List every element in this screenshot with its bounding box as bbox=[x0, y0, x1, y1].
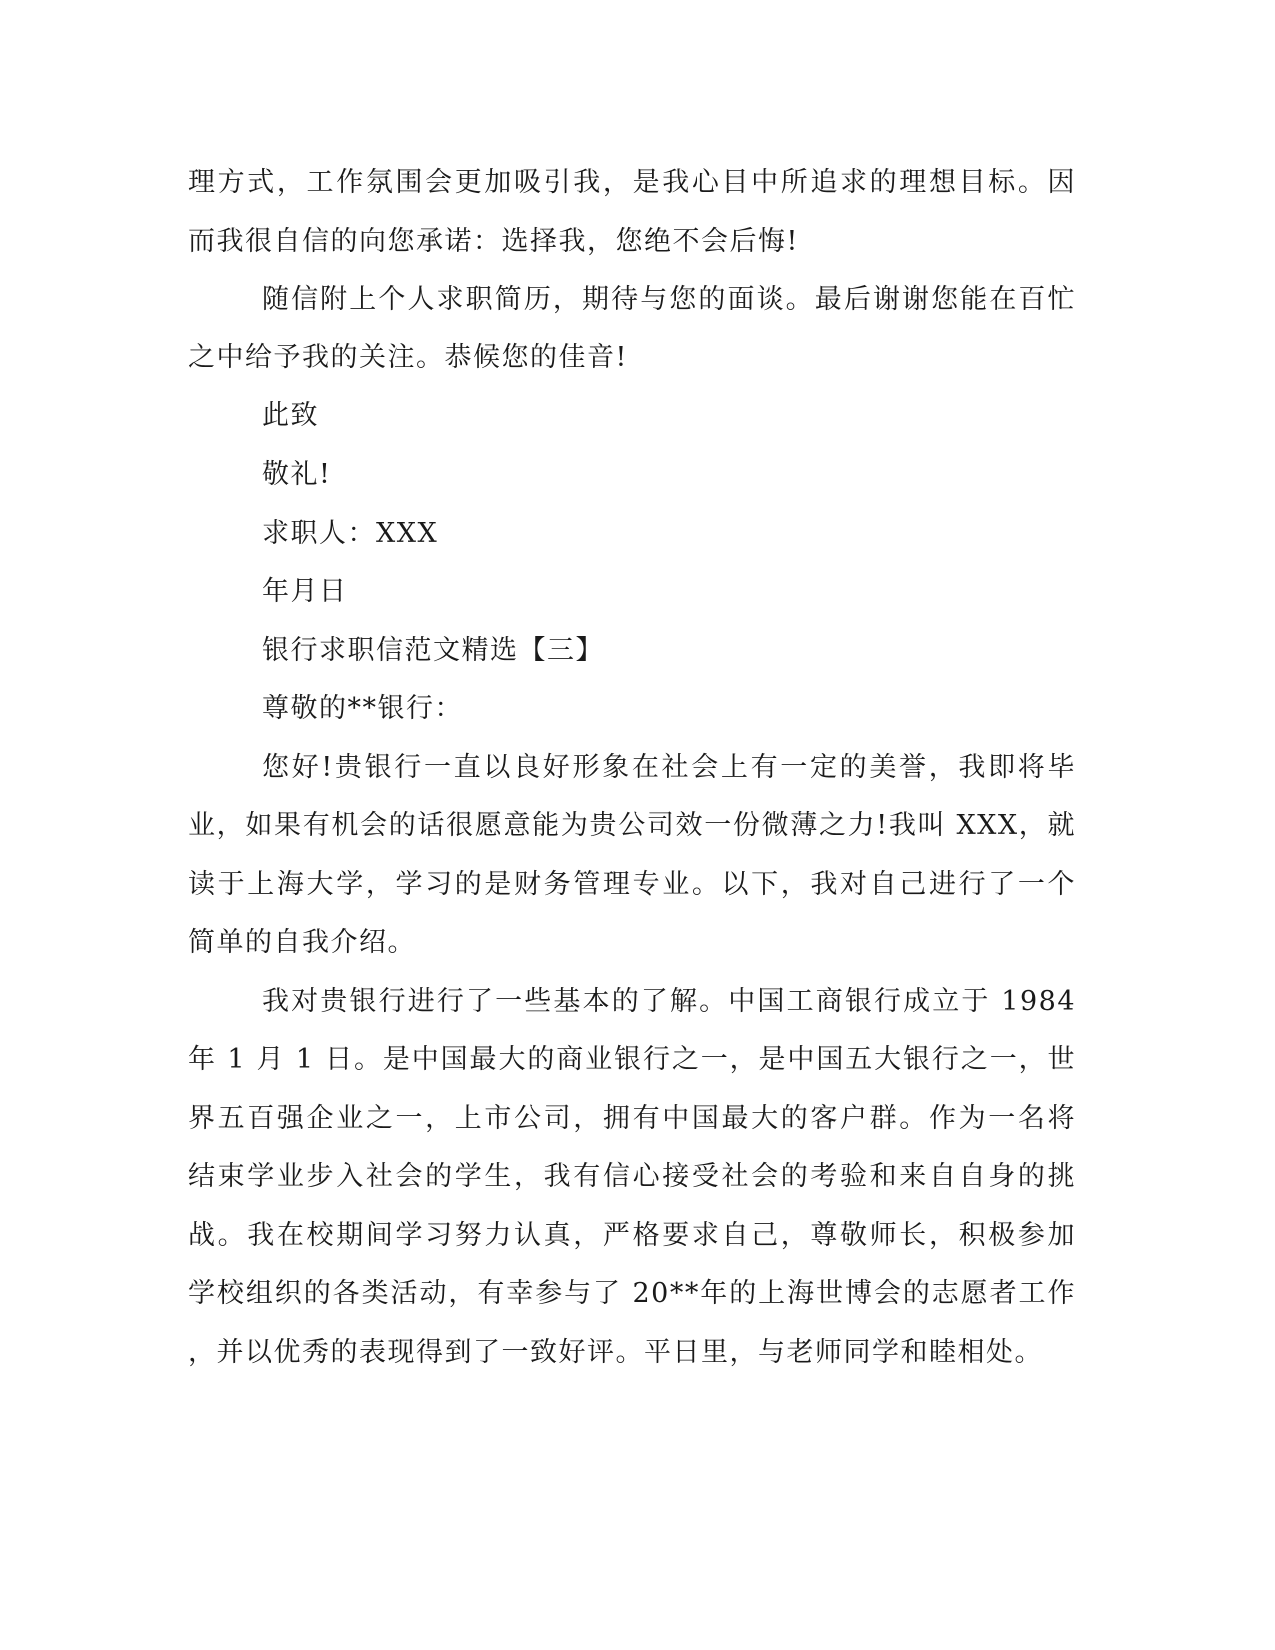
text-line: 而我很自信的向您承诺：选择我，您绝不会后悔! bbox=[188, 226, 799, 257]
text-line: 理方式，工作氛围会更加吸引我，是我心目中所追求的理想目标。因 bbox=[188, 167, 1076, 198]
text-line: 读于上海大学，学习的是财务管理专业。以下，我对自己进行了一个 bbox=[188, 869, 1076, 900]
section-heading: 银行求职信范文精选【三】 bbox=[262, 635, 604, 666]
text-line: ，并以优秀的表现得到了一致好评。平日里，与老师同学和睦相处。 bbox=[188, 1337, 1043, 1368]
text-line: 简单的自我介绍。 bbox=[188, 927, 416, 958]
text-line: 业，如果有机会的话很愿意能为贵公司效一份微薄之力!我叫 XXX，就 bbox=[188, 810, 1076, 841]
date-line: 年月日 bbox=[262, 576, 348, 607]
text-line: 战。我在校期间学习努力认真，严格要求自己，尊敬师长，积极参加 bbox=[188, 1220, 1076, 1251]
closing-regards: 敬礼! bbox=[262, 459, 332, 490]
text-line: 之中给予我的关注。恭候您的佳音! bbox=[188, 342, 628, 373]
text-line: 界五百强企业之一，上市公司，拥有中国最大的客户群。作为一名将 bbox=[188, 1103, 1076, 1134]
greeting: 尊敬的**银行： bbox=[262, 693, 463, 724]
applicant-name: 求职人：XXX bbox=[262, 518, 439, 549]
text-line: 结束学业步入社会的学生，我有信心接受社会的考验和来自自身的挑 bbox=[188, 1161, 1076, 1192]
text-line: 学校组织的各类活动，有幸参与了 20**年的上海世博会的志愿者工作 bbox=[188, 1278, 1076, 1309]
text-line: 我对贵银行进行了一些基本的了解。中国工商银行成立于 1984 bbox=[262, 986, 1076, 1017]
closing-salutation: 此致 bbox=[262, 400, 319, 431]
text-line: 年 1 月 1 日。是中国最大的商业银行之一，是中国五大银行之一，世 bbox=[188, 1044, 1076, 1075]
text-line: 随信附上个人求职简历，期待与您的面谈。最后谢谢您能在百忙 bbox=[262, 284, 1076, 315]
text-line: 您好!贵银行一直以良好形象在社会上有一定的美誉，我即将毕 bbox=[262, 752, 1076, 783]
